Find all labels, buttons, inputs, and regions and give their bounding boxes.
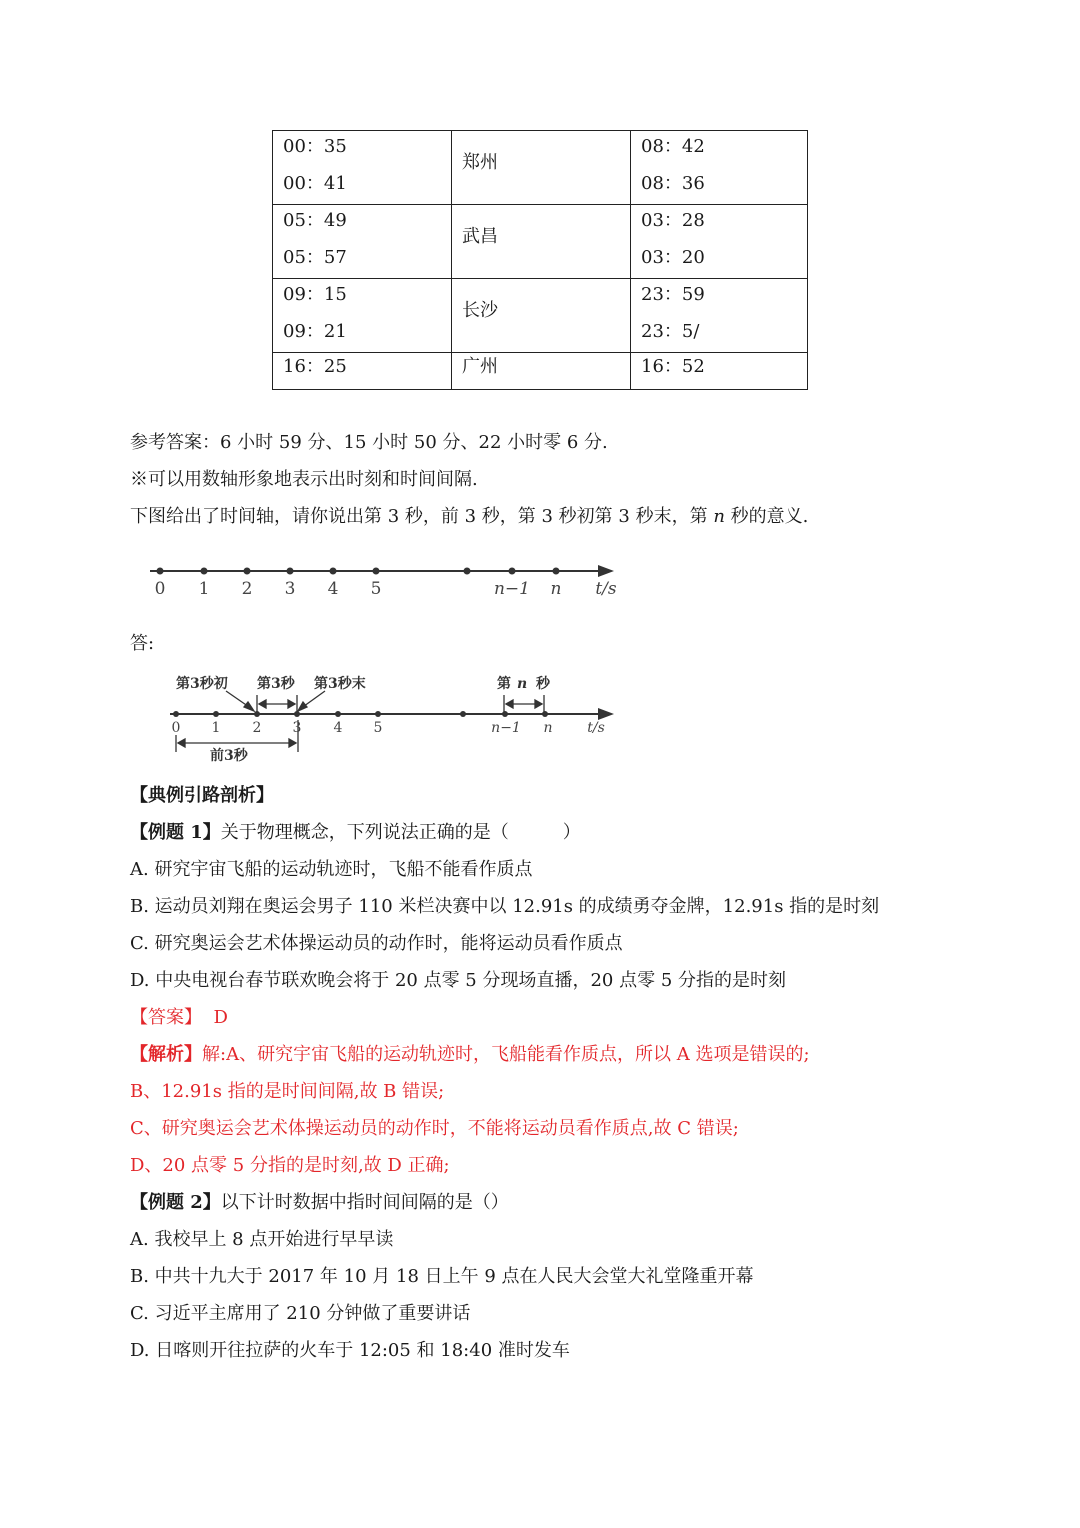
bracket-arrowhead xyxy=(288,700,295,708)
example-1-option-b: B. 运动员刘翔在奥运会男子 110 米栏决赛中以 12.91s 的成绩勇夺金牌，12.91s 指的是时刻 xyxy=(130,896,880,917)
annotation-3s: 第3秒 xyxy=(257,676,295,692)
tick-label: 4 xyxy=(333,720,343,736)
axis-unit: t/s xyxy=(587,720,605,736)
example-1-option-c: C. 研究奥运会艺术体操运动员的动作时，能将运动员看作质点 xyxy=(130,933,623,954)
tick-dot xyxy=(173,711,179,717)
example-1-option-d: D. 中央电视台春节联欢晚会将于 20 点零 5 分现场直播，20 点零 5 分指的是时刻 xyxy=(130,970,786,991)
example-1-analysis-line: D、20 点零 5 分指的是时刻,故 D 正确; xyxy=(130,1155,450,1176)
section-title: 【典例引路剖析】 xyxy=(130,785,274,806)
answer-label: 答: xyxy=(130,633,155,654)
example-1-analysis: 【解析】解:A、研究宇宙飞船的运动轨迹时，飞船能看作质点，所以 A 选项是错误的; xyxy=(130,1044,810,1065)
tick-dot xyxy=(294,711,300,717)
annotation-first3: 前3秒 xyxy=(210,748,248,764)
tick-dot xyxy=(213,711,219,717)
tick-dot xyxy=(542,711,548,717)
example-1-analysis-line: B、12.91s 指的是时间间隔,故 B 错误; xyxy=(130,1081,445,1102)
bracket-arrowhead xyxy=(259,700,266,708)
tick-label: n−1 xyxy=(493,579,531,599)
pointer-arrowhead xyxy=(244,702,254,711)
tick-dot xyxy=(375,711,381,717)
example-2-option-b: B. 中共十九大于 2017 年 10 月 18 日上午 9 点在人民大会堂大礼堂隆重开幕 xyxy=(130,1266,754,1287)
tick-label: 0 xyxy=(154,579,166,599)
example-1-question: 【例题 1】关于物理概念，下列说法正确的是（ ） xyxy=(130,822,581,843)
bracket-arrowhead xyxy=(178,739,185,747)
tick-dot xyxy=(460,711,466,717)
table-cell: 09：15 09：21 xyxy=(273,279,452,353)
tick-label: n xyxy=(543,720,553,736)
example-1-option-a: A. 研究宇宙飞船的运动轨迹时，飞船不能看作质点 xyxy=(130,859,533,880)
bracket-arrowhead xyxy=(289,739,296,747)
table-cell: 长沙 xyxy=(452,279,631,353)
annotation-nth-b: 秒 xyxy=(536,676,550,692)
tick-label: 5 xyxy=(373,720,383,736)
tick-label: 5 xyxy=(370,579,382,599)
annotation-3s-end: 第3秒末 xyxy=(314,676,366,692)
table-cell: 郑州 xyxy=(452,131,631,205)
table-cell: 00：35 00：41 xyxy=(273,131,452,205)
tick-dot xyxy=(335,711,341,717)
note-text: ※可以用数轴形象地表示出时刻和时间间隔. xyxy=(130,469,478,490)
table-cell: 08：42 08：36 xyxy=(631,131,808,205)
tick-label: n−1 xyxy=(491,720,521,736)
table-cell: 16：25 xyxy=(273,353,452,390)
bracket-arrowhead xyxy=(506,700,513,708)
tick-label: 4 xyxy=(327,579,339,599)
annotation-3s-start: 第3秒初 xyxy=(176,676,228,692)
example-2-question: 【例题 2】以下计时数据中指时间间隔的是（） xyxy=(130,1192,509,1213)
tick-label: 0 xyxy=(171,720,181,736)
example-1-answer: 【答案】 D xyxy=(130,1007,228,1028)
table-cell: 广州 xyxy=(452,353,631,390)
tick-label: 2 xyxy=(252,720,262,736)
annotation-nth-a: 第 xyxy=(497,676,511,692)
question-text: 下图给出了时间轴，请你说出第 3 秒，前 3 秒，第 3 秒初第 3 秒末，第 n 秒的意义. xyxy=(130,506,809,527)
tick-dot xyxy=(254,711,260,717)
example-1-analysis-line: C、研究奥运会艺术体操运动员的动作时，不能将运动员看作质点,故 C 错误; xyxy=(130,1118,739,1139)
table-cell: 武昌 xyxy=(452,205,631,279)
table-cell: 03：28 03：20 xyxy=(631,205,808,279)
tick-label: 1 xyxy=(198,579,210,599)
table-cell: 05：49 05：57 xyxy=(273,205,452,279)
tick-label: 1 xyxy=(211,720,221,736)
example-2-option-d: D. 日喀则开往拉萨的火车于 12:05 和 18:40 准时发车 xyxy=(130,1340,570,1361)
table-cell: 16：52 xyxy=(631,353,808,390)
bracket-arrowhead xyxy=(535,700,542,708)
example-2-option-a: A. 我校早上 8 点开始进行早早读 xyxy=(130,1229,394,1250)
tick-label: 2 xyxy=(241,579,253,599)
reference-answer: 参考答案：6 小时 59 分、15 小时 50 分、22 小时零 6 分. xyxy=(130,432,608,453)
axis-arrow xyxy=(598,708,614,720)
table-cell: 23：59 23：5/ xyxy=(631,279,808,353)
tick-label: 3 xyxy=(284,579,296,599)
annotation-nth-n: n xyxy=(517,676,528,692)
example-2-option-c: C. 习近平主席用了 210 分钟做了重要讲话 xyxy=(130,1303,471,1324)
pointer-arrowhead xyxy=(298,702,307,711)
tick-label: 3 xyxy=(292,720,302,736)
axis-unit: t/s xyxy=(595,579,617,599)
tick-dot xyxy=(502,711,508,717)
tick-label: n xyxy=(550,579,562,599)
